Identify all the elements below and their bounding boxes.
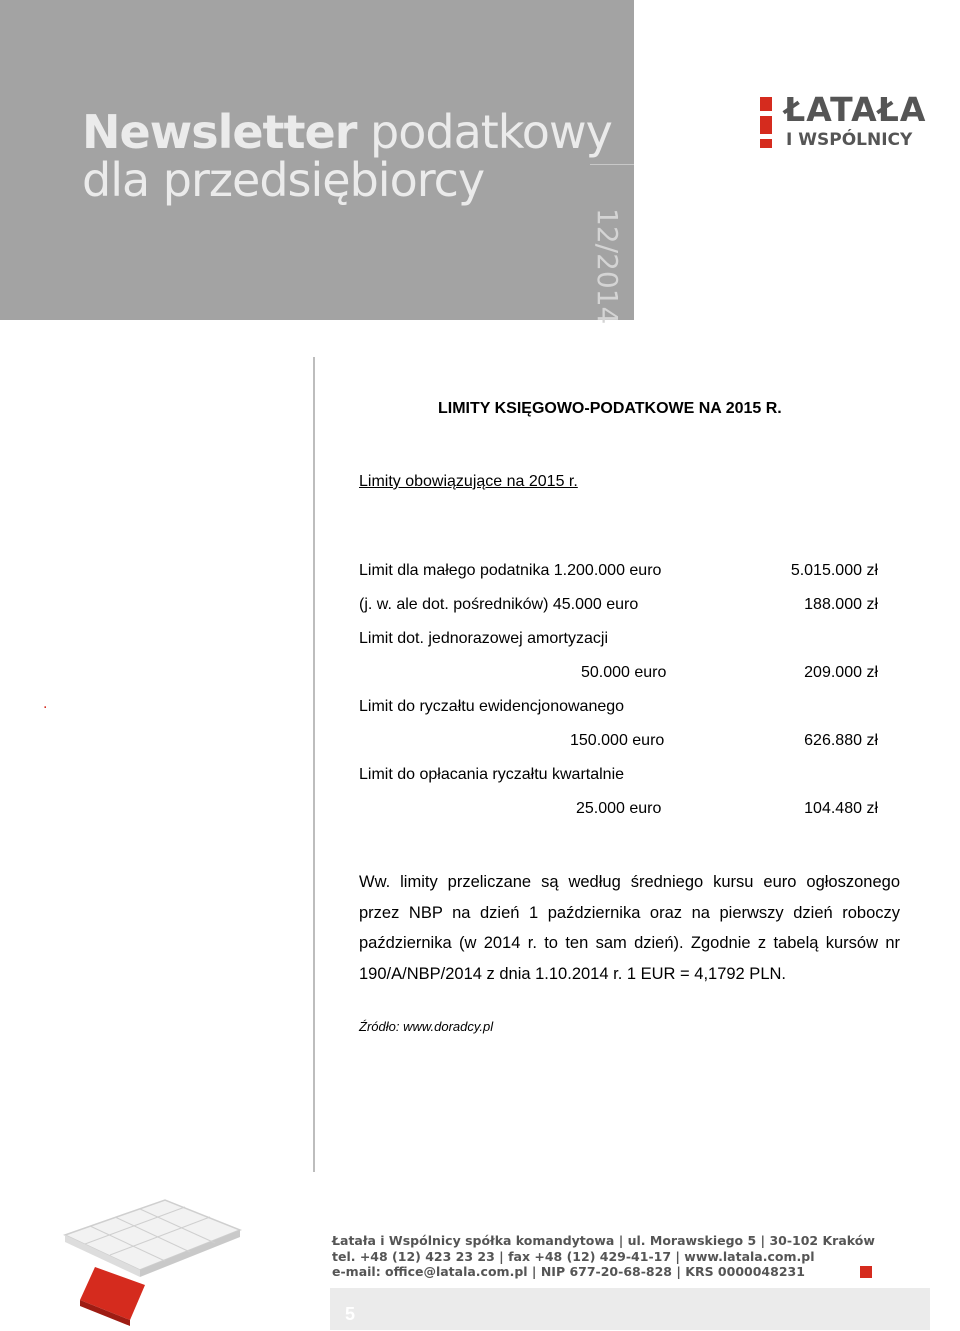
- footer-square-icon: [860, 1266, 872, 1278]
- header-banner: [0, 0, 634, 325]
- brand-name: ŁATAŁA: [784, 90, 927, 129]
- footer-phone: tel. +48 (12) 423 23 23 | fax +48 (12) 429-41-17 | www.latala.com.pl: [332, 1248, 815, 1264]
- header-divider: [590, 164, 634, 165]
- title-light: podatkowy: [370, 105, 612, 159]
- footer-address: Łatała i Wspólnicy spółka komandytowa | ul. Morawskiego 5 | 30-102 Kraków: [332, 1233, 875, 1248]
- limit-row-amount: 626.880 zł: [804, 732, 878, 749]
- newsletter-title: [82, 105, 612, 159]
- brand-sub: I WSPÓLNICY: [786, 130, 913, 150]
- limit-row-label: 50.000 euro: [581, 664, 667, 681]
- limit-row-label: Limit dla małego podatnika 1.200.000 euro: [359, 562, 662, 579]
- vertical-divider: [313, 357, 315, 1172]
- side-mark: .: [43, 695, 48, 712]
- issue-number: 12/2014: [591, 208, 624, 325]
- limit-row-label: Limit dot. jednorazowej amortyzacji: [359, 630, 608, 647]
- article-subtitle: Limity obowiązujące na 2015 r.: [359, 473, 578, 490]
- limit-row-amount: 5.015.000 zł: [790, 562, 878, 579]
- newsletter-subtitle: dla przedsiębiorcy: [82, 153, 485, 207]
- limit-row-label: (j. w. ale dot. pośredników) 45.000 euro: [359, 596, 639, 613]
- title-bold: Newsletter: [82, 105, 357, 159]
- limit-row-amount: 188.000 zł: [804, 596, 878, 613]
- limit-row-amount: 104.480 zł: [804, 800, 878, 817]
- page-number: 5: [345, 1304, 356, 1324]
- limit-row-label: Limit do opłacania ryczałtu kwartalnie: [359, 766, 625, 783]
- footer-contact: [332, 1233, 875, 1280]
- limit-row-amount: 209.000 zł: [804, 664, 878, 681]
- footer-email: e-mail: office@latala.com.pl | NIP 677-20-68-828 | KRS 0000048231: [332, 1264, 805, 1279]
- source-note: Źródło: www.doradcy.pl: [359, 1019, 494, 1034]
- limit-row-label: 150.000 euro: [570, 732, 665, 749]
- puzzle-icon: [55, 1195, 245, 1330]
- article-paragraph: Ww. limity przeliczane są według średniego kursu euro ogłoszonego przez NBP na dzień 1 października oraz na pierwszy dzień roboczy października (w 2014 r. to ten sam dzień). Zgodnie z tabelą kursów nr 190/A/NBP/2014 z dnia 1.10.2014 r. 1 EUR = 4,1792 PLN.: [359, 873, 900, 983]
- limit-row-label: Limit do ryczałtu ewidencjonowanego: [359, 698, 625, 715]
- logo-mark-icon: [760, 97, 772, 153]
- article-title: LIMITY KSIĘGOWO-PODATKOWE NA 2015 R.: [438, 400, 782, 417]
- footer-bar: [330, 1288, 930, 1330]
- limit-row-label: 25.000 euro: [576, 800, 662, 817]
